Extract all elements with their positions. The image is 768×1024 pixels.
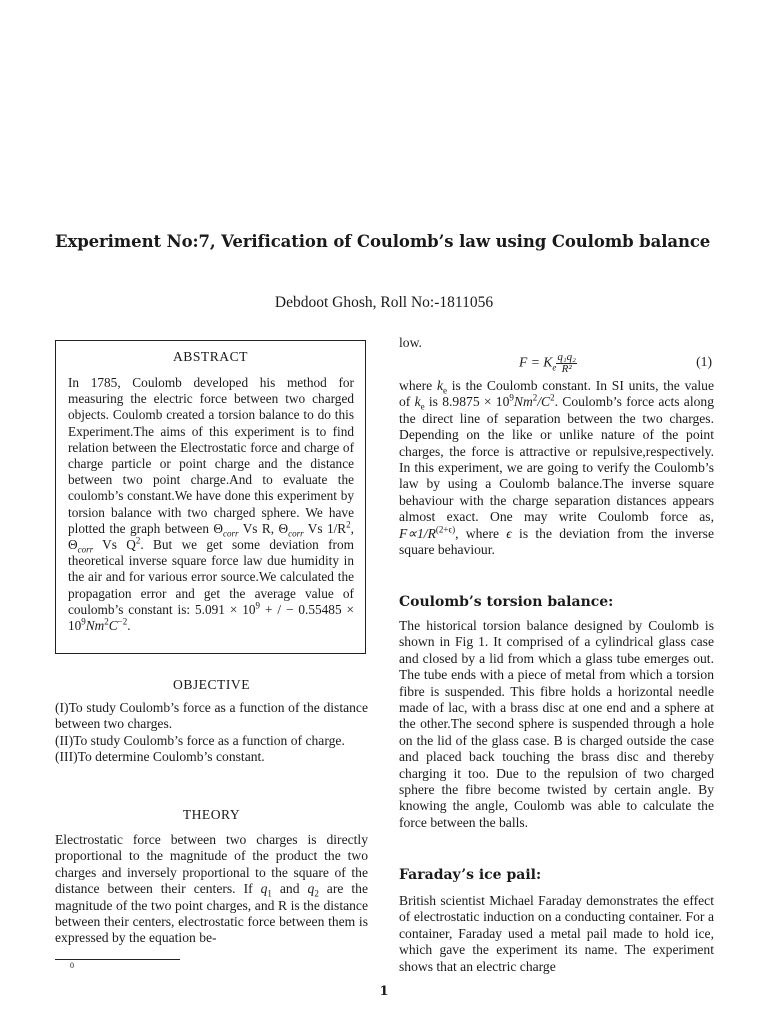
objective-item: (III)To determine Coulomb’s constant. (55, 749, 265, 765)
theory-heading: THEORY (182, 807, 241, 822)
coulomb-law-paragraph: where $k_e$ is the Coulomb constant. In SI units, the value of $k_e$ is $8.9875 \times 10^9Nm^2/C^2$. Coulomb’s force acts along the direct line of separation between the two charges. Depending on the like or unlike nature of the point charges, the force is attractive or repulsive,respectively. In this experiment, we are going to verify the Coulomb’s law by using a Coulomb balance.The inverse square behaviour with the charge separation distances appears almost exact. One may write Coulomb force as, $F\propto 1/R^{(2+\epsilon)}$, where ϵ is the deviation from the inverse square behaviour. (399, 378, 715, 558)
equation-body: $F = K_e$ $\frac{\text{q₁q₂}}{\text{R²}}$ (519, 351, 576, 375)
faraday-text: British scientist Michael Faraday demonstrates the effect of electrostatic induction on a conducting container. For a container, Faraday used a metal pail made to hold ice, which gave the experiment its name. The experiment shows that an electric charge (399, 893, 714, 974)
equation-number: (1) (696, 354, 712, 369)
equation-1 (399, 348, 714, 378)
objective-item: (II)To study Coulomb’s force as a function of charge. (55, 732, 345, 748)
page-number: 1 (379, 984, 389, 999)
equation-numerator: q₁q₂ (557, 351, 576, 363)
torsion-text: The historical torsion balance designed by Coulomb is shown in Fig 1. It comprised of a cylindrical glass case and closed by a lid from which a glass tube emerges out. The tube ends with a piece of metal from which a torsion fibre is suspended. This fibre holds a horizontal needle made of lac, with a brass disc at one end and a sphere at the other.The second sphere is suspended through a hole on the lid of the glass case. B is charged outside the case and placed back touching the brass disc and thereby charging it too. Due to the repulsion of two charged sphere the fibre become twisted by certain angle. By knowing the angle, Coulomb was able to calculate the force between the balls. (399, 618, 714, 830)
paper-title: Experiment No:7, Verification of Coulomb’s law using Coulomb balance (55, 232, 711, 251)
footnote-mark: 0 (70, 961, 74, 970)
faraday-heading: Faraday’s ice pail: (399, 867, 542, 883)
abstract-box (55, 340, 366, 654)
objective-heading: OBJECTIVE (173, 677, 250, 692)
torsion-heading: Coulomb’s torsion balance: (399, 594, 614, 610)
objective-list (55, 700, 368, 766)
continuation-text: low. (399, 335, 422, 350)
abstract-text: In 1785, Coulomb developed his method for measuring the electric force between two charged objects. Coulomb created a torsion balance to do this Experiment.The aims of this experiment is to find relation between the Electrostatic force and charge of charge particle or point charge and the distance between two point charge.And to evaluate the coulomb’s constant.We have done this experiment by torsion balance with two charged sphere. We have plotted the graph between $\Theta_{corr}$ Vs R, $\Theta_{corr}$ Vs $1/R^2$, $\Theta_{corr}$ Vs $Q^2$. But we get some deviation from theoretical inverse square force law due humidity in the air and for various error source.We calculated the propagation error and get the average value of coulomb’s constant is: $5.091 \times 10^9$ + / − $0.55485 \times 10^9Nm^2C^{-2}$. (68, 375, 354, 634)
footnote-rule (55, 959, 180, 960)
objective-item: (I)To study Coulomb’s force as a function of the distance between two charges. (55, 700, 368, 732)
author-line: Debdoot Ghosh, Roll No:-1811056 (274, 294, 494, 311)
theory-text: Electrostatic force between two charges is directly proportional to the magnitude of the product the two charges and inversely proportional to the square of the distance between their centers. If $q_1$ and $q_2$ are the magnitude of the two point charges, and R is the distance between their centers, electrostatic force between them is expressed by the equation be- (55, 832, 368, 946)
abstract-heading: ABSTRACT (172, 349, 248, 364)
equation-denominator: R² (561, 363, 572, 375)
